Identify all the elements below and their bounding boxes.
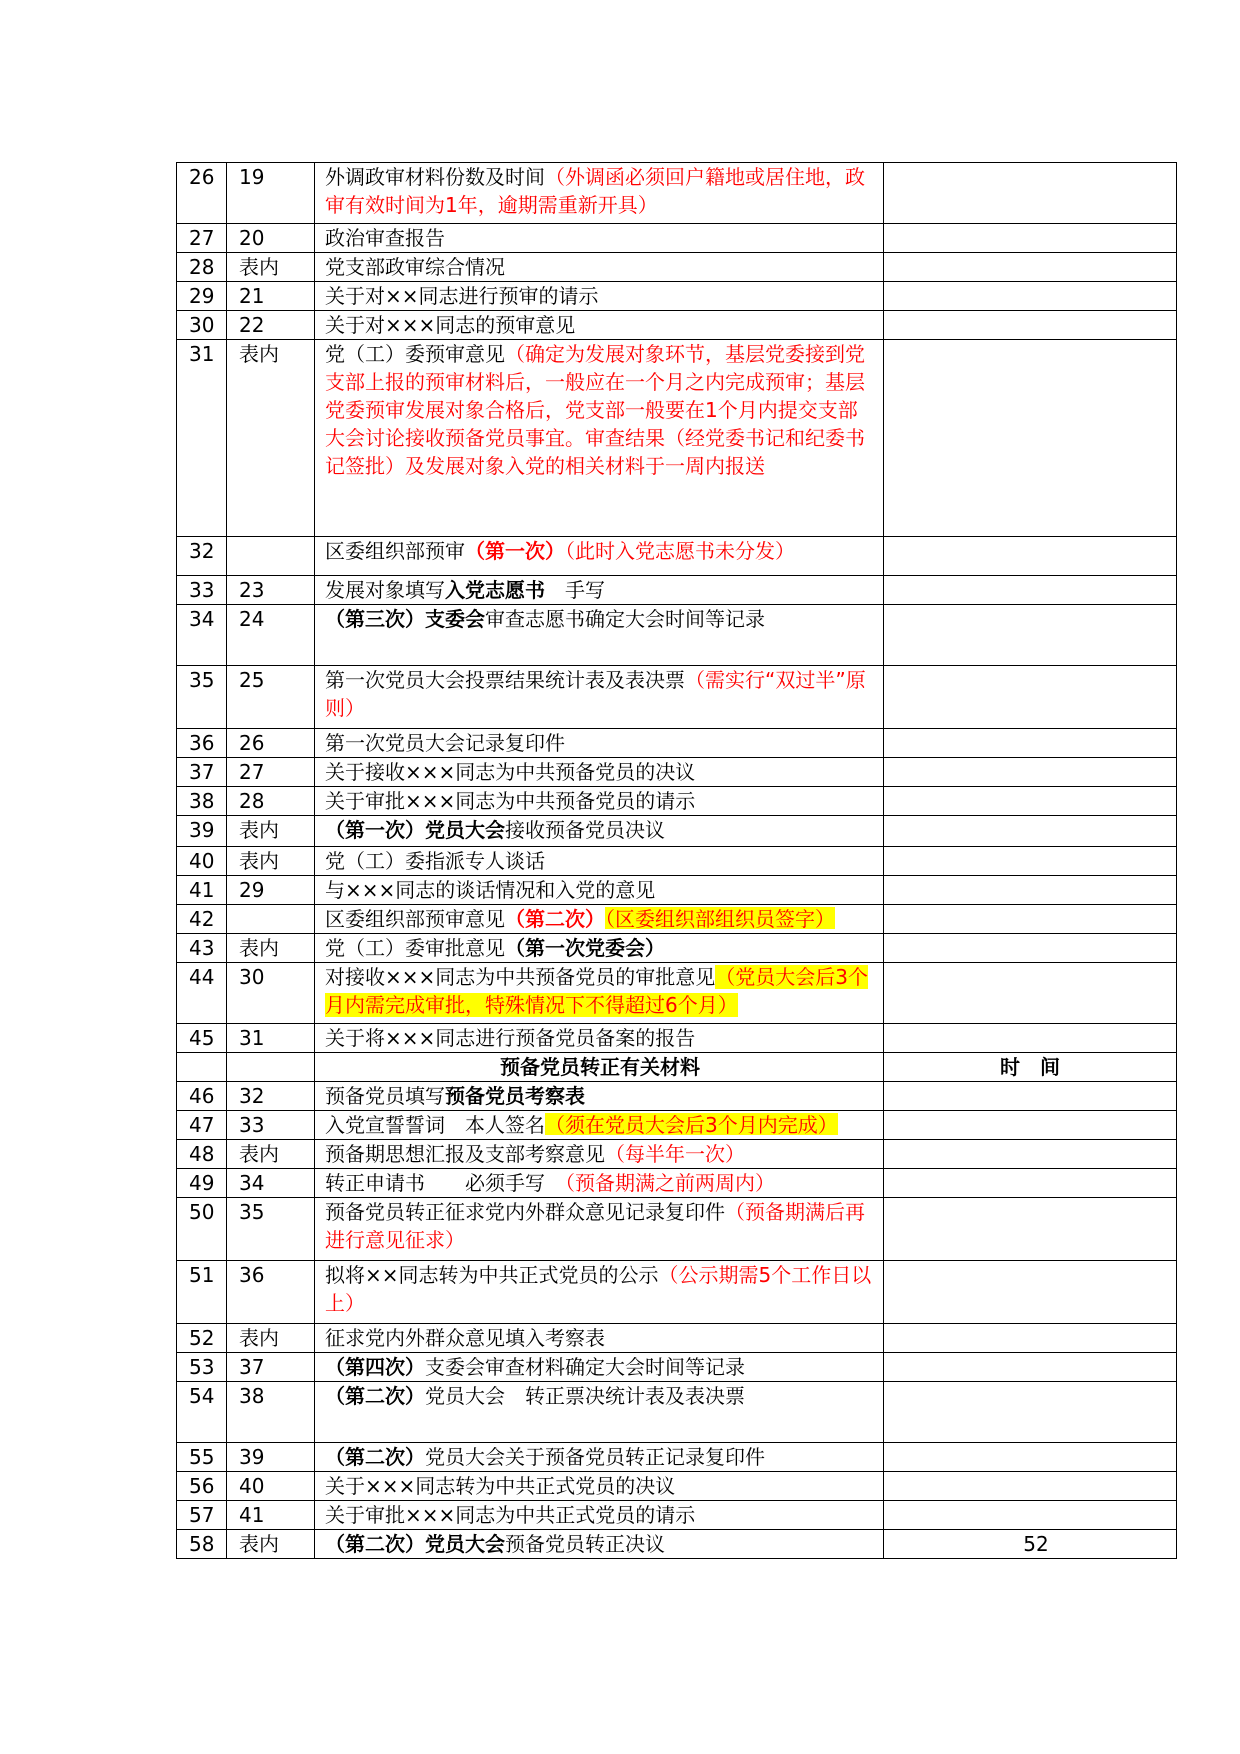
description-text: 发展对象填写 xyxy=(325,578,445,600)
time-cell xyxy=(884,537,1177,576)
material-description xyxy=(315,758,884,787)
description-text: （须在党员大会后3个月内完成） xyxy=(545,1113,838,1135)
material-code: 36 xyxy=(227,1261,315,1324)
time-cell xyxy=(884,253,1177,282)
description-text: （第一次党委会） xyxy=(505,936,665,958)
description-text: 拟将××同志转为中共正式党员的公示 xyxy=(325,1263,659,1287)
table-row xyxy=(177,1501,1177,1530)
description-text: 与×××同志的谈话情况和入党的意见 xyxy=(325,878,656,900)
table-row xyxy=(177,1111,1177,1140)
material-code: 表内 xyxy=(227,1324,315,1353)
table-row xyxy=(177,605,1177,666)
material-description xyxy=(315,905,884,934)
table-row xyxy=(177,253,1177,282)
materials-table xyxy=(176,162,1177,1559)
description-text: （第二次） xyxy=(325,1384,425,1408)
material-code: 表内 xyxy=(227,847,315,876)
row-number: 42 xyxy=(177,905,227,934)
description-text: （第二次） xyxy=(505,907,605,929)
table-row xyxy=(177,1140,1177,1169)
table-row xyxy=(177,1382,1177,1443)
row-number: 57 xyxy=(177,1501,227,1530)
description-text: （第四次） xyxy=(325,1355,425,1377)
table-row xyxy=(177,576,1177,605)
material-code: 表内 xyxy=(227,934,315,963)
material-description xyxy=(315,876,884,905)
description-text: （预备期满后再进行意见征求） xyxy=(325,1200,865,1252)
row-number: 55 xyxy=(177,1443,227,1472)
description-text: （第一次）党员大会 xyxy=(325,818,505,842)
description-text: 支委会审查材料确定大会时间等记录 xyxy=(425,1355,745,1377)
description-text: （外调函必须回户籍地或居住地，政审有效时间为1年，逾期需重新开具） xyxy=(325,165,865,217)
material-description xyxy=(315,1530,884,1559)
material-code: 表内 xyxy=(227,1530,315,1559)
description-text: 转正申请书 必须手写 xyxy=(325,1171,565,1193)
time-cell xyxy=(884,163,1177,224)
row-number: 37 xyxy=(177,758,227,787)
material-code: 24 xyxy=(227,605,315,666)
table-row xyxy=(177,934,1177,963)
material-code: 31 xyxy=(227,1024,315,1053)
time-cell xyxy=(884,1082,1177,1111)
row-number: 26 xyxy=(177,163,227,224)
material-code: 19 xyxy=(227,163,315,224)
table-row xyxy=(177,729,1177,758)
description-text: 审查志愿书确定大会时间等记录 xyxy=(485,607,765,631)
material-code: 表内 xyxy=(227,1140,315,1169)
table-row xyxy=(177,1324,1177,1353)
row-number: 32 xyxy=(177,537,227,576)
time-cell xyxy=(884,1382,1177,1443)
row-number: 47 xyxy=(177,1111,227,1140)
time-cell xyxy=(884,934,1177,963)
table-row xyxy=(177,1530,1177,1559)
description-text: （第一次） xyxy=(465,539,565,563)
description-text: （第三次）支委会 xyxy=(325,607,485,631)
material-description xyxy=(315,605,884,666)
description-text: 预备党员考察表 xyxy=(445,1084,585,1106)
time-cell xyxy=(884,1169,1177,1198)
row-number: 28 xyxy=(177,253,227,282)
row-number: 29 xyxy=(177,282,227,311)
material-description xyxy=(315,847,884,876)
row-number: 27 xyxy=(177,224,227,253)
description-text: 党（工）委预审意见 xyxy=(325,342,505,366)
table-row xyxy=(177,163,1177,224)
material-code: 26 xyxy=(227,729,315,758)
time-cell xyxy=(884,340,1177,537)
description-text: 第一次党员大会记录复印件 xyxy=(325,731,565,753)
row-number: 54 xyxy=(177,1382,227,1443)
material-description xyxy=(315,963,884,1024)
description-text: 党（工）委指派专人谈话 xyxy=(325,849,545,871)
table-row xyxy=(177,1024,1177,1053)
description-text: 党（工）委审批意见 xyxy=(325,936,505,958)
description-text: 外调政审材料份数及时间 xyxy=(325,165,545,189)
row-number: 31 xyxy=(177,340,227,537)
material-code: 40 xyxy=(227,1472,315,1501)
time-cell xyxy=(884,758,1177,787)
time-cell xyxy=(884,905,1177,934)
description-text: 接收预备党员决议 xyxy=(505,818,665,842)
row-number: 38 xyxy=(177,787,227,816)
material-code: 37 xyxy=(227,1353,315,1382)
material-code: 34 xyxy=(227,1169,315,1198)
material-description xyxy=(315,1261,884,1324)
material-description xyxy=(315,1024,884,1053)
time-cell: 52 xyxy=(884,1530,1177,1559)
table-row xyxy=(177,816,1177,847)
time-cell xyxy=(884,282,1177,311)
row-number: 33 xyxy=(177,576,227,605)
description-text: 党员大会 转正票决统计表及表决票 xyxy=(425,1384,745,1408)
time-cell xyxy=(884,1443,1177,1472)
row-number: 44 xyxy=(177,963,227,1024)
description-text: （预备期满之前两周内） xyxy=(565,1171,775,1193)
description-text: 入党志愿书 xyxy=(445,578,545,600)
description-text: 关于审批×××同志为中共预备党员的请示 xyxy=(325,789,696,811)
time-cell xyxy=(884,1261,1177,1324)
row-number: 36 xyxy=(177,729,227,758)
time-cell xyxy=(884,576,1177,605)
material-code: 表内 xyxy=(227,340,315,537)
row-number xyxy=(177,1053,227,1082)
description-text: （党员大会后3个月内需完成审批，特殊情况下不得超过6个月） xyxy=(325,965,869,1017)
time-cell xyxy=(884,1324,1177,1353)
material-code: 22 xyxy=(227,311,315,340)
description-text: 政治审查报告 xyxy=(325,226,445,248)
time-cell xyxy=(884,1024,1177,1053)
row-number: 45 xyxy=(177,1024,227,1053)
material-code: 35 xyxy=(227,1198,315,1261)
description-text: （区委组织部组织员签字） xyxy=(605,907,835,929)
description-text: （每半年一次） xyxy=(605,1142,745,1164)
section-title: 预备党员转正有关材料 xyxy=(500,1055,700,1079)
time-cell xyxy=(884,787,1177,816)
description-text: 预备党员填写 xyxy=(325,1084,445,1106)
row-number: 52 xyxy=(177,1324,227,1353)
row-number: 51 xyxy=(177,1261,227,1324)
material-description xyxy=(315,163,884,224)
description-text: 征求党内外群众意见填入考察表 xyxy=(325,1326,605,1348)
time-cell xyxy=(884,1472,1177,1501)
table-row xyxy=(177,876,1177,905)
material-code: 25 xyxy=(227,666,315,729)
description-text: 预备党员转正决议 xyxy=(505,1532,665,1554)
description-text: 入党宣誓誓词 本人签名 xyxy=(325,1113,545,1135)
description-text: （此时入党志愿书未分发） xyxy=(565,539,795,563)
description-text: 区委组织部预审意见 xyxy=(325,907,505,929)
material-code xyxy=(227,537,315,576)
time-cell xyxy=(884,963,1177,1024)
time-cell xyxy=(884,876,1177,905)
description-text: 关于将×××同志进行预备党员备案的报告 xyxy=(325,1026,696,1048)
table-row xyxy=(177,1353,1177,1382)
table-row xyxy=(177,758,1177,787)
table-row xyxy=(177,311,1177,340)
description-text: 区委组织部预审 xyxy=(325,539,465,563)
description-text: 关于审批×××同志为中共正式党员的请示 xyxy=(325,1503,696,1525)
material-description xyxy=(315,1501,884,1530)
material-code: 33 xyxy=(227,1111,315,1140)
time-cell xyxy=(884,1501,1177,1530)
material-description xyxy=(315,1324,884,1353)
materials-table-body xyxy=(177,163,1177,1559)
description-text: 对接收×××同志为中共预备党员的审批意见 xyxy=(325,965,716,989)
row-number: 35 xyxy=(177,666,227,729)
description-text: 第一次党员大会投票结果统计表及表决票 xyxy=(325,668,685,692)
row-number: 41 xyxy=(177,876,227,905)
time-cell xyxy=(884,224,1177,253)
table-row xyxy=(177,537,1177,576)
section-header-row xyxy=(177,1053,1177,1082)
table-row xyxy=(177,1169,1177,1198)
material-description xyxy=(315,282,884,311)
material-code: 29 xyxy=(227,876,315,905)
row-number: 53 xyxy=(177,1353,227,1382)
time-cell xyxy=(884,729,1177,758)
description-text: （需实行“双过半”原则） xyxy=(325,668,866,720)
material-code xyxy=(227,905,315,934)
material-description xyxy=(315,537,884,576)
description-text: 党支部政审综合情况 xyxy=(325,255,505,277)
material-description xyxy=(315,1472,884,1501)
material-description xyxy=(315,340,884,537)
time-cell xyxy=(884,1198,1177,1261)
material-description xyxy=(315,1082,884,1111)
description-text: 关于×××同志转为中共正式党员的决议 xyxy=(325,1474,676,1496)
description-text: （公示期需5个工作日以上） xyxy=(325,1263,872,1315)
material-code: 38 xyxy=(227,1382,315,1443)
material-description xyxy=(315,1169,884,1198)
description-text: 预备期思想汇报及支部考察意见 xyxy=(325,1142,605,1164)
description-text: 预备党员转正征求党内外群众意见记录复印件 xyxy=(325,1200,725,1224)
material-code: 32 xyxy=(227,1082,315,1111)
time-cell xyxy=(884,666,1177,729)
table-row xyxy=(177,224,1177,253)
time-cell xyxy=(884,311,1177,340)
material-code: 23 xyxy=(227,576,315,605)
row-number: 58 xyxy=(177,1530,227,1559)
table-row xyxy=(177,963,1177,1024)
table-row xyxy=(177,1443,1177,1472)
table-row xyxy=(177,1472,1177,1501)
table-row xyxy=(177,1082,1177,1111)
time-cell xyxy=(884,847,1177,876)
row-number: 49 xyxy=(177,1169,227,1198)
description-text: 关于接收×××同志为中共预备党员的决议 xyxy=(325,760,696,782)
table-row xyxy=(177,1198,1177,1261)
description-text: 手写 xyxy=(545,578,605,600)
row-number: 30 xyxy=(177,311,227,340)
table-row xyxy=(177,282,1177,311)
time-cell xyxy=(884,816,1177,847)
row-number: 56 xyxy=(177,1472,227,1501)
row-number: 46 xyxy=(177,1082,227,1111)
material-description xyxy=(315,934,884,963)
material-description xyxy=(315,311,884,340)
row-number: 50 xyxy=(177,1198,227,1261)
material-description xyxy=(315,1198,884,1261)
material-description xyxy=(315,253,884,282)
material-description xyxy=(315,1140,884,1169)
material-code: 39 xyxy=(227,1443,315,1472)
description-text: 关于对××同志进行预审的请示 xyxy=(325,284,599,306)
material-code xyxy=(227,1053,315,1082)
row-number: 40 xyxy=(177,847,227,876)
material-code: 41 xyxy=(227,1501,315,1530)
table-row xyxy=(177,1261,1177,1324)
material-code: 27 xyxy=(227,758,315,787)
description-text: （第二次）党员大会 xyxy=(325,1532,505,1554)
description-text: （确定为发展对象环节，基层党委接到党支部上报的预审材料后，一般应在一个月之内完成预审；基层党委预审发展对象合格后，党支部一般要在1个月内提交支部大会讨论接收预备党员事宜。审查结果（经党委书记和纪委书记签批）及发展对象入党的相关材料于一周内报送 xyxy=(325,342,865,478)
material-description xyxy=(315,576,884,605)
row-number: 43 xyxy=(177,934,227,963)
material-description xyxy=(315,1443,884,1472)
time-cell xyxy=(884,1111,1177,1140)
row-number: 48 xyxy=(177,1140,227,1169)
material-description xyxy=(315,1111,884,1140)
row-number: 39 xyxy=(177,816,227,847)
time-cell xyxy=(884,1140,1177,1169)
row-number: 34 xyxy=(177,605,227,666)
table-row xyxy=(177,787,1177,816)
material-description xyxy=(315,1382,884,1443)
material-description xyxy=(315,666,884,729)
table-row xyxy=(177,666,1177,729)
table-row xyxy=(177,847,1177,876)
material-description xyxy=(315,787,884,816)
material-description xyxy=(315,816,884,847)
material-description xyxy=(315,1353,884,1382)
time-cell xyxy=(884,605,1177,666)
time-cell xyxy=(884,1353,1177,1382)
table-row xyxy=(177,340,1177,537)
material-code: 30 xyxy=(227,963,315,1024)
material-code: 20 xyxy=(227,224,315,253)
material-code: 21 xyxy=(227,282,315,311)
material-code: 表内 xyxy=(227,816,315,847)
material-description xyxy=(315,729,884,758)
table-row xyxy=(177,905,1177,934)
material-description xyxy=(315,224,884,253)
time-cell: 时 间 xyxy=(884,1053,1177,1082)
description-text: 党员大会关于预备党员转正记录复印件 xyxy=(425,1445,765,1467)
description-text: （第二次） xyxy=(325,1445,425,1467)
material-code: 28 xyxy=(227,787,315,816)
material-code: 表内 xyxy=(227,253,315,282)
material-description xyxy=(315,1053,884,1082)
description-text: 关于对×××同志的预审意见 xyxy=(325,313,576,335)
